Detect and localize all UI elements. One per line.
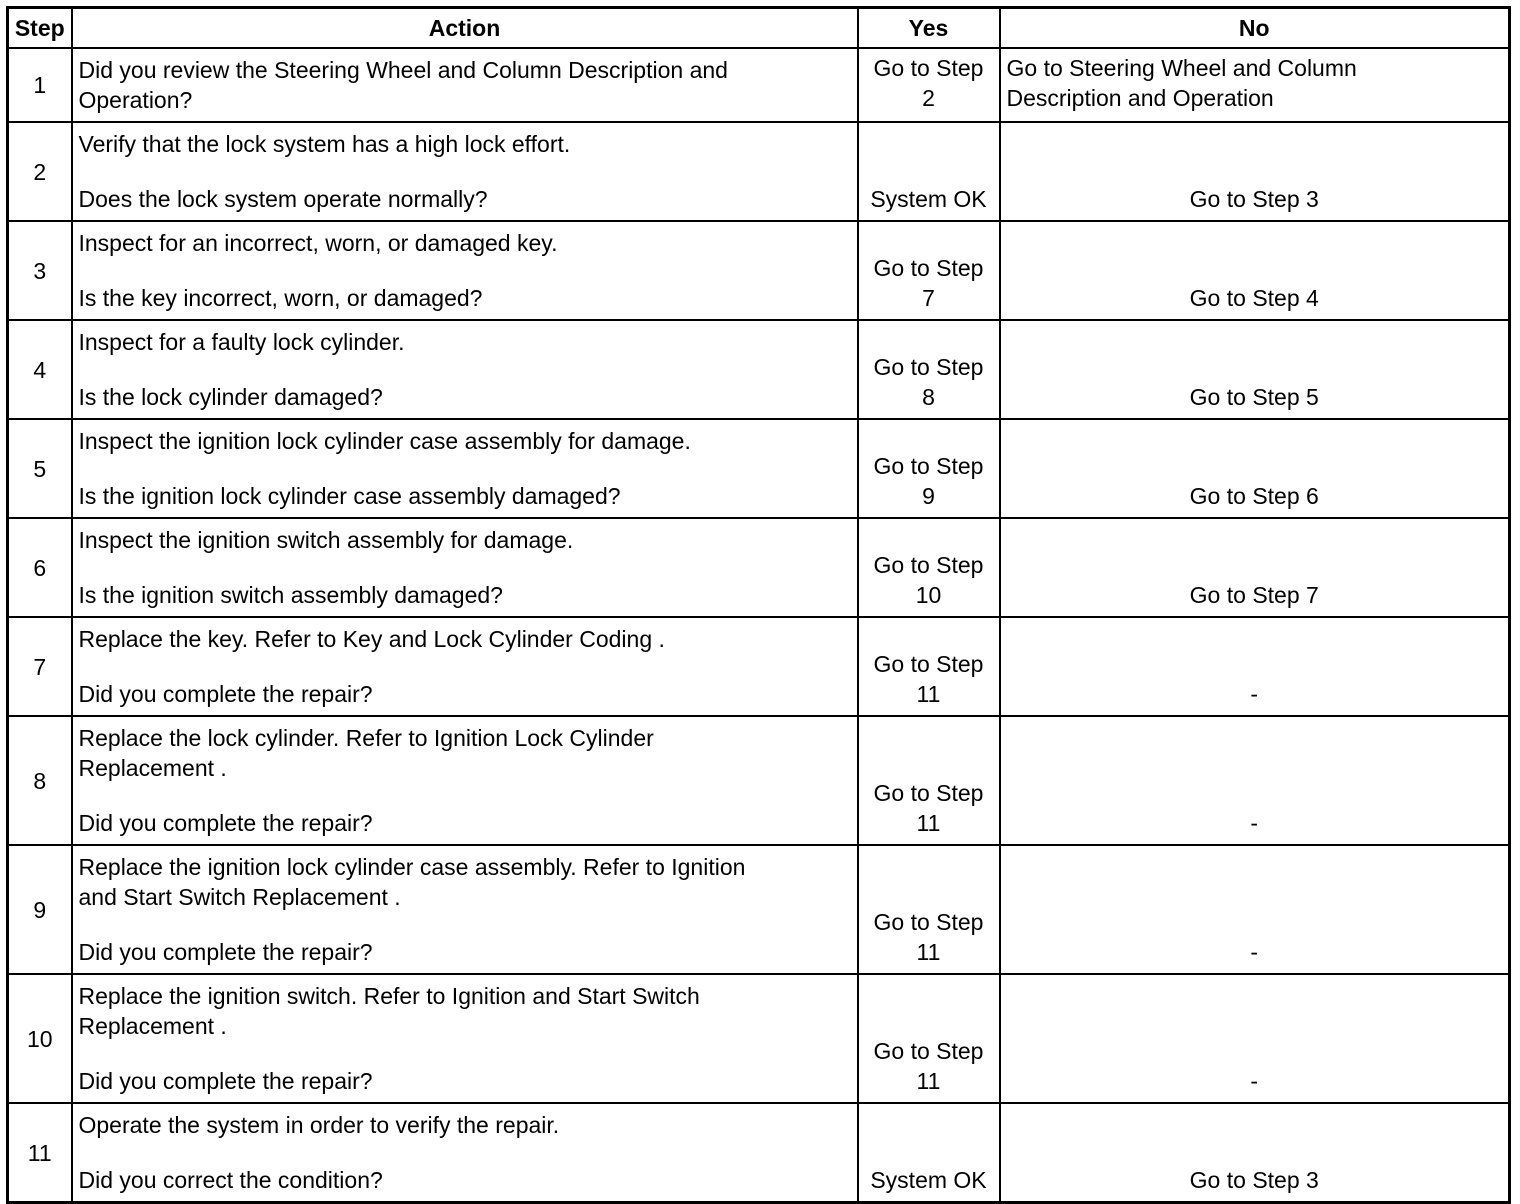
action-cell (72, 617, 858, 716)
action-question: Did you complete the repair? (78, 681, 373, 707)
action-question: Did you correct the condition? (78, 1167, 383, 1193)
no-cell (1000, 617, 1510, 716)
action-question: Does the lock system operate normally? (78, 186, 488, 212)
table-row (8, 845, 1510, 974)
no-line: Go to Steering Wheel and Column (1006, 55, 1357, 81)
header-yes: Yes (858, 8, 1000, 49)
action-line: Did you review the Steering Wheel and Column Description and (78, 57, 728, 83)
yes-cell (858, 518, 1000, 617)
no-line: Description and Operation (1006, 85, 1274, 111)
header-row (8, 8, 1510, 49)
table-row (8, 617, 1510, 716)
action-line: Inspect for a faulty lock cylinder. (78, 329, 405, 355)
action-line: Operate the system in order to verify the repair. (78, 1112, 560, 1138)
step-cell: 4 (8, 320, 72, 419)
action-instruction (79, 228, 851, 258)
yes-line: System OK (870, 186, 987, 212)
action-question: Is the ignition switch assembly damaged? (78, 582, 503, 608)
step-cell: 3 (8, 221, 72, 320)
yes-line: 10 (915, 582, 942, 608)
no-cell (1000, 974, 1510, 1103)
no-cell (1000, 48, 1510, 122)
yes-cell (858, 716, 1000, 845)
yes-line: Go to Step (873, 453, 984, 479)
action-line: Replace the lock cylinder. Refer to Ignition Lock Cylinder (78, 725, 654, 751)
step-cell: 5 (8, 419, 72, 518)
no-cell (1000, 1103, 1510, 1203)
yes-line: 9 (922, 483, 935, 509)
yes-line: Go to Step (873, 55, 984, 81)
step-cell: 10 (8, 974, 72, 1103)
yes-line: 8 (922, 384, 935, 410)
step-cell: 11 (8, 1103, 72, 1203)
yes-line (865, 154, 993, 184)
yes-line: 7 (922, 285, 935, 311)
action-line: Replace the ignition lock cylinder case assembly. Refer to Ignition (78, 854, 746, 880)
action-line: Replacement . (78, 755, 227, 781)
step-cell: 2 (8, 122, 72, 221)
action-line: Operation? (78, 87, 193, 113)
no-cell (1000, 122, 1510, 221)
action-cell (72, 518, 858, 617)
yes-line: Go to Step (873, 354, 984, 380)
action-line: Inspect for an incorrect, worn, or damaged key. (78, 230, 558, 256)
action-instruction (79, 852, 851, 912)
action-question: Did you complete the repair? (78, 939, 373, 965)
yes-line: Go to Step (873, 780, 984, 806)
yes-cell (858, 974, 1000, 1103)
yes-cell (858, 122, 1000, 221)
yes-line: Go to Step (873, 651, 984, 677)
no-line: - (1250, 1068, 1259, 1094)
no-line: Go to Step 5 (1189, 384, 1319, 410)
no-line: Go to Step 4 (1189, 285, 1319, 311)
table-row (8, 48, 1510, 122)
table-row (8, 419, 1510, 518)
yes-line: Go to Step (873, 552, 984, 578)
no-cell (1000, 518, 1510, 617)
step-cell: 1 (8, 48, 72, 122)
no-cell (1000, 716, 1510, 845)
action-instruction (79, 525, 851, 555)
table-row (8, 320, 1510, 419)
no-cell (1000, 221, 1510, 320)
action-question: Did you complete the repair? (78, 1068, 373, 1094)
action-cell (72, 845, 858, 974)
step-cell: 9 (8, 845, 72, 974)
action-instruction (79, 426, 851, 456)
action-cell (72, 48, 858, 122)
no-cell (1000, 845, 1510, 974)
step-cell: 7 (8, 617, 72, 716)
yes-cell (858, 320, 1000, 419)
action-cell (72, 716, 858, 845)
yes-line: System OK (870, 1167, 987, 1193)
action-instruction (79, 1110, 851, 1140)
header-step: Step (8, 8, 72, 49)
no-line: - (1250, 810, 1259, 836)
action-cell (72, 1103, 858, 1203)
table-row (8, 974, 1510, 1103)
action-instruction (79, 981, 851, 1041)
action-cell (72, 974, 858, 1103)
yes-line: Go to Step (873, 1038, 984, 1064)
yes-line: 11 (916, 939, 941, 965)
no-line: Go to Step 3 (1189, 1167, 1319, 1193)
yes-cell (858, 845, 1000, 974)
action-line: Inspect the ignition switch assembly for damage. (78, 527, 574, 553)
yes-cell (858, 48, 1000, 122)
yes-line: Go to Step (873, 255, 984, 281)
action-cell (72, 320, 858, 419)
action-instruction (79, 624, 851, 654)
action-line: Verify that the lock system has a high lock effort. (78, 131, 571, 157)
no-line: Go to Step 3 (1189, 186, 1319, 212)
action-cell (72, 419, 858, 518)
table-row (8, 122, 1510, 221)
action-line: Replace the key. Refer to Key and Lock Cylinder Coding . (78, 626, 665, 652)
yes-line: 11 (916, 1068, 941, 1094)
yes-line: Go to Step (873, 909, 984, 935)
action-line: Replacement . (78, 1013, 227, 1039)
action-instruction (79, 327, 851, 357)
no-line: Go to Step 7 (1189, 582, 1319, 608)
no-line: - (1250, 681, 1259, 707)
step-cell: 6 (8, 518, 72, 617)
yes-line: 2 (922, 85, 935, 111)
yes-cell (858, 221, 1000, 320)
step-cell: 8 (8, 716, 72, 845)
table-row (8, 716, 1510, 845)
yes-line: 11 (916, 810, 941, 836)
table-row (8, 518, 1510, 617)
yes-line (865, 1135, 993, 1165)
action-instruction (79, 55, 851, 115)
action-line: Replace the ignition switch. Refer to Ignition and Start Switch (78, 983, 700, 1009)
action-cell (72, 221, 858, 320)
table-row (8, 1103, 1510, 1203)
action-instruction (79, 129, 851, 159)
action-instruction (79, 723, 851, 783)
diagnostic-table (6, 6, 1511, 1204)
action-question: Is the lock cylinder damaged? (78, 384, 383, 410)
action-question: Is the key incorrect, worn, or damaged? (78, 285, 483, 311)
header-no: No (1000, 8, 1510, 49)
yes-cell (858, 1103, 1000, 1203)
action-question: Is the ignition lock cylinder case assembly damaged? (78, 483, 621, 509)
no-cell (1000, 419, 1510, 518)
action-question: Did you complete the repair? (78, 810, 373, 836)
action-cell (72, 122, 858, 221)
no-line: - (1250, 939, 1259, 965)
action-line: and Start Switch Replacement . (78, 884, 401, 910)
no-line: Go to Step 6 (1189, 483, 1319, 509)
yes-cell (858, 617, 1000, 716)
yes-line: 11 (916, 681, 941, 707)
no-cell (1000, 320, 1510, 419)
table-row (8, 221, 1510, 320)
action-line: Inspect the ignition lock cylinder case assembly for damage. (78, 428, 691, 454)
yes-cell (858, 419, 1000, 518)
header-action: Action (72, 8, 858, 49)
